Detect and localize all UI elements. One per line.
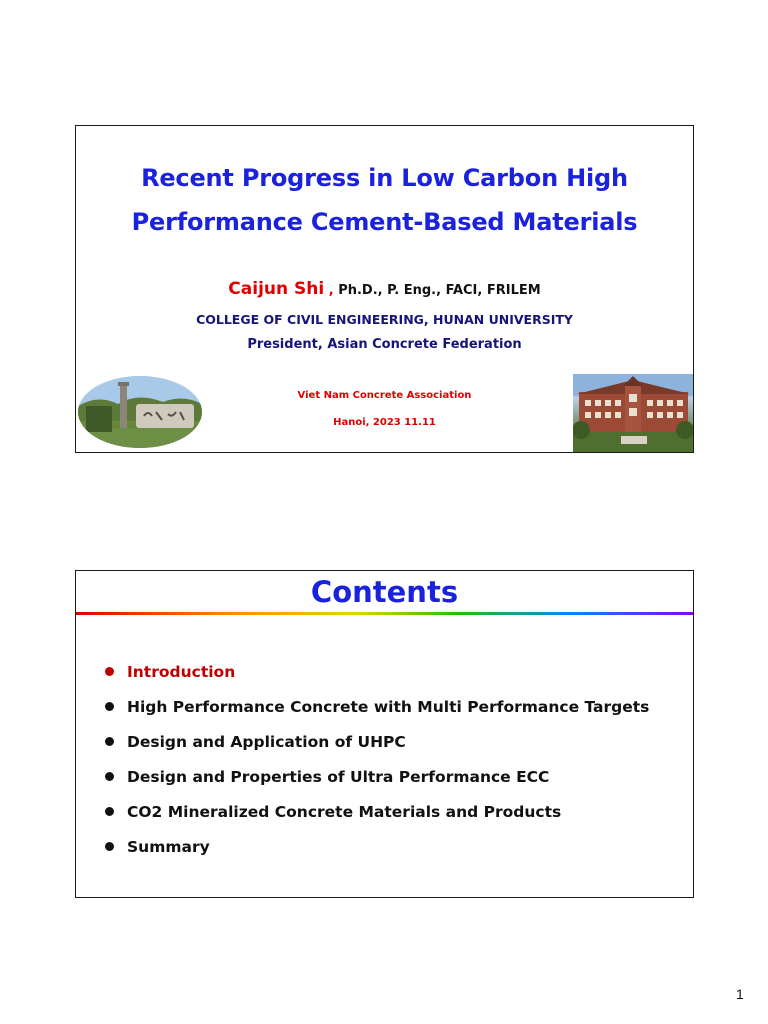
presentation-title: [76, 156, 693, 244]
bullet-icon: [105, 667, 114, 676]
campus-gate-illustration: [78, 376, 202, 448]
university-building-illustration: [573, 374, 694, 453]
author-line: [76, 279, 693, 299]
bullet-icon: [105, 737, 114, 746]
contents-list: [105, 654, 649, 864]
event-association: Viet Nam Concrete Association: [297, 390, 472, 401]
college-affiliation: COLLEGE OF CIVIL ENGINEERING, HUNAN UNIVERSITY: [196, 312, 573, 327]
contents-item-label: Design and Application of UHPC: [127, 732, 406, 751]
title-slide: [75, 125, 694, 453]
rainbow-divider: [76, 612, 693, 615]
bullet-icon: [105, 807, 114, 816]
university-building-photo: [573, 374, 694, 453]
contents-title: Contents: [310, 575, 459, 609]
contents-item-uhpc: [105, 724, 649, 759]
page-number: 1: [736, 986, 744, 1002]
bullet-icon: [105, 702, 114, 711]
contents-item-label: Introduction: [127, 662, 236, 681]
event-location-date: Hanoi, 2023 11.11: [333, 417, 436, 428]
author-position: President, Asian Concrete Federation: [247, 337, 522, 352]
contents-item-label: High Performance Concrete with Multi Performance Targets: [127, 697, 650, 716]
contents-slide: [75, 570, 694, 898]
bullet-icon: [105, 842, 114, 851]
contents-item-introduction: [105, 654, 649, 689]
contents-item-ecc: [105, 759, 649, 794]
contents-item-co2: [105, 794, 649, 829]
title-line-2: Performance Cement-Based Materials: [131, 208, 638, 236]
author-credentials: Ph.D., P. Eng., FACI, FRILEM: [338, 283, 541, 298]
campus-gate-photo: [78, 376, 202, 448]
title-line-1: Recent Progress in Low Carbon High: [141, 164, 628, 192]
author-separator: ,: [324, 283, 334, 298]
contents-item-hpc: [105, 689, 649, 724]
contents-item-summary: [105, 829, 649, 864]
contents-item-label: Design and Properties of Ultra Performance ECC: [127, 767, 550, 786]
bullet-icon: [105, 772, 114, 781]
contents-item-label: CO2 Mineralized Concrete Materials and Products: [127, 802, 562, 821]
contents-item-label: Summary: [127, 837, 210, 856]
author-name: Caijun Shi: [228, 279, 325, 299]
